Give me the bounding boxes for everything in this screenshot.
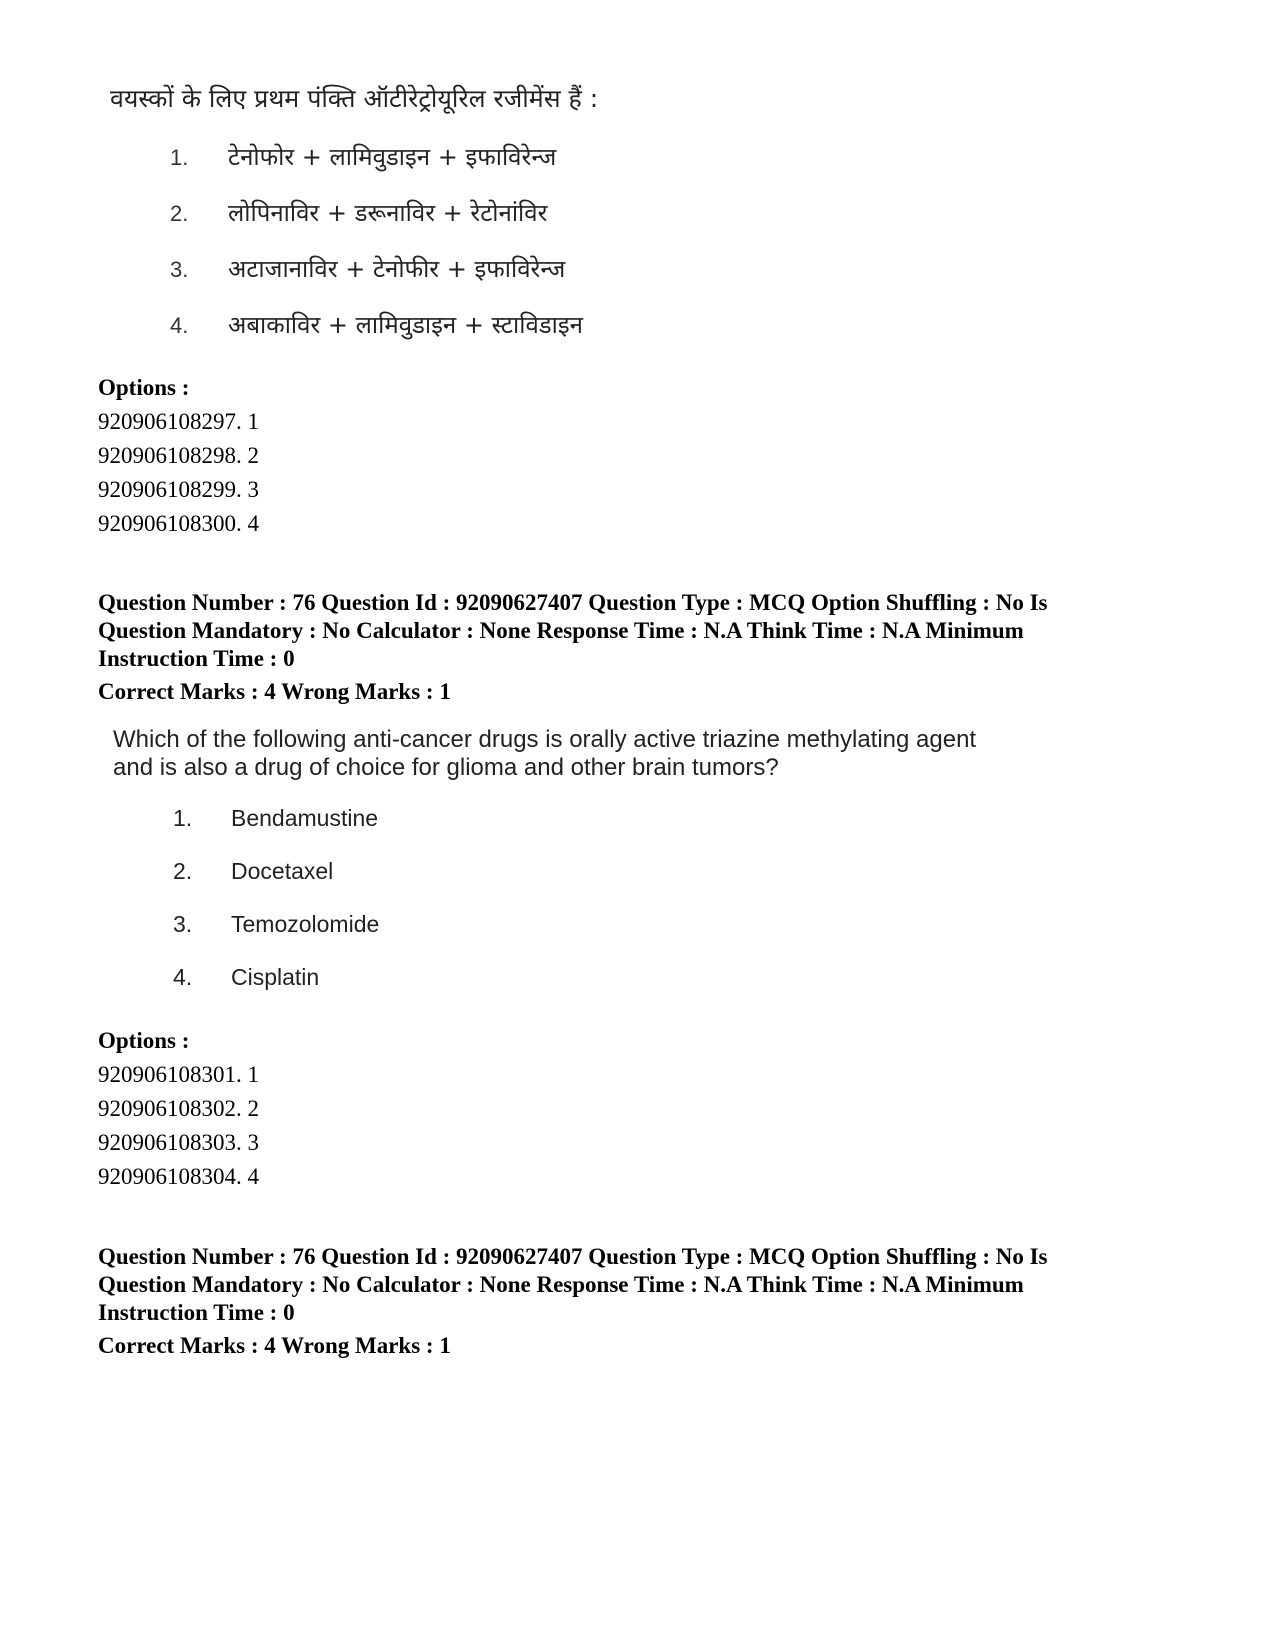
item-number: 4. [170, 313, 189, 338]
option-item: 920906108299. 3 [98, 477, 259, 502]
list-item [173, 910, 379, 938]
option-item: 920906108303. 3 [98, 1130, 259, 1155]
question-meta [98, 1243, 1198, 1327]
option-item: 920906108300. 4 [98, 511, 259, 536]
options-label: Options : [98, 1028, 190, 1053]
question-stem [113, 726, 976, 782]
list-item [170, 310, 583, 341]
option-item: 920906108297. 1 [98, 409, 259, 434]
meta-line: Instruction Time : 0 [98, 1300, 295, 1325]
meta-line: Question Number : 76 Question Id : 92090627407 Question Type : MCQ Option Shuffling : No Is [98, 1244, 1048, 1269]
item-number: 2. [173, 858, 193, 884]
list-item [173, 963, 319, 991]
item-text: Temozolomide [231, 911, 380, 937]
meta-line: Question Mandatory : No Calculator : None Response Time : N.A Think Time : N.A Minimum [98, 1272, 1024, 1297]
stem-line: and is also a drug of choice for glioma and other brain tumors? [113, 754, 779, 781]
item-text: अटाजानाविर + टेनोफीर + इफाविरेन्ज [228, 255, 566, 283]
list-item [170, 198, 547, 229]
item-number: 2. [170, 201, 189, 226]
option-item: 920906108298. 2 [98, 443, 259, 468]
item-text: टेनोफोर + लामिवुडाइन + इफाविरेन्ज [228, 143, 557, 171]
item-number: 4. [173, 964, 193, 990]
item-number: 3. [170, 257, 189, 282]
item-text: Bendamustine [231, 805, 379, 831]
option-item: 920906108304. 4 [98, 1164, 259, 1189]
meta-line: Instruction Time : 0 [98, 646, 295, 671]
list-item [173, 804, 378, 832]
item-number: 1. [170, 145, 189, 170]
option-item: 920906108302. 2 [98, 1096, 259, 1121]
option-item: 920906108301. 1 [98, 1062, 259, 1087]
marks-line: Correct Marks : 4 Wrong Marks : 1 [98, 1333, 451, 1358]
question-meta [98, 589, 1198, 673]
meta-line: Question Number : 76 Question Id : 92090627407 Question Type : MCQ Option Shuffling : No Is [98, 590, 1048, 615]
question-stem: वयस्कों के लिए प्रथम पंक्ति ऑटीरेट्रोयूरिल रजीमेंस हैं : [110, 84, 599, 113]
item-number: 3. [173, 911, 193, 937]
item-text: लोपिनाविर + डरूनाविर + रेटोनांविर [228, 199, 548, 227]
item-text: Cisplatin [231, 964, 320, 990]
list-item [173, 857, 333, 885]
marks-line: Correct Marks : 4 Wrong Marks : 1 [98, 679, 451, 704]
item-text: अबाकाविर + लामिवुडाइन + स्टाविडाइन [228, 311, 583, 339]
options-label: Options : [98, 375, 190, 400]
item-text: Docetaxel [231, 858, 334, 884]
list-item [170, 142, 556, 173]
item-number: 1. [173, 805, 193, 831]
stem-line: Which of the following anti-cancer drugs is orally active triazine methylating agent [113, 726, 977, 753]
meta-line: Question Mandatory : No Calculator : None Response Time : N.A Think Time : N.A Minimum [98, 618, 1024, 643]
list-item [170, 254, 565, 285]
